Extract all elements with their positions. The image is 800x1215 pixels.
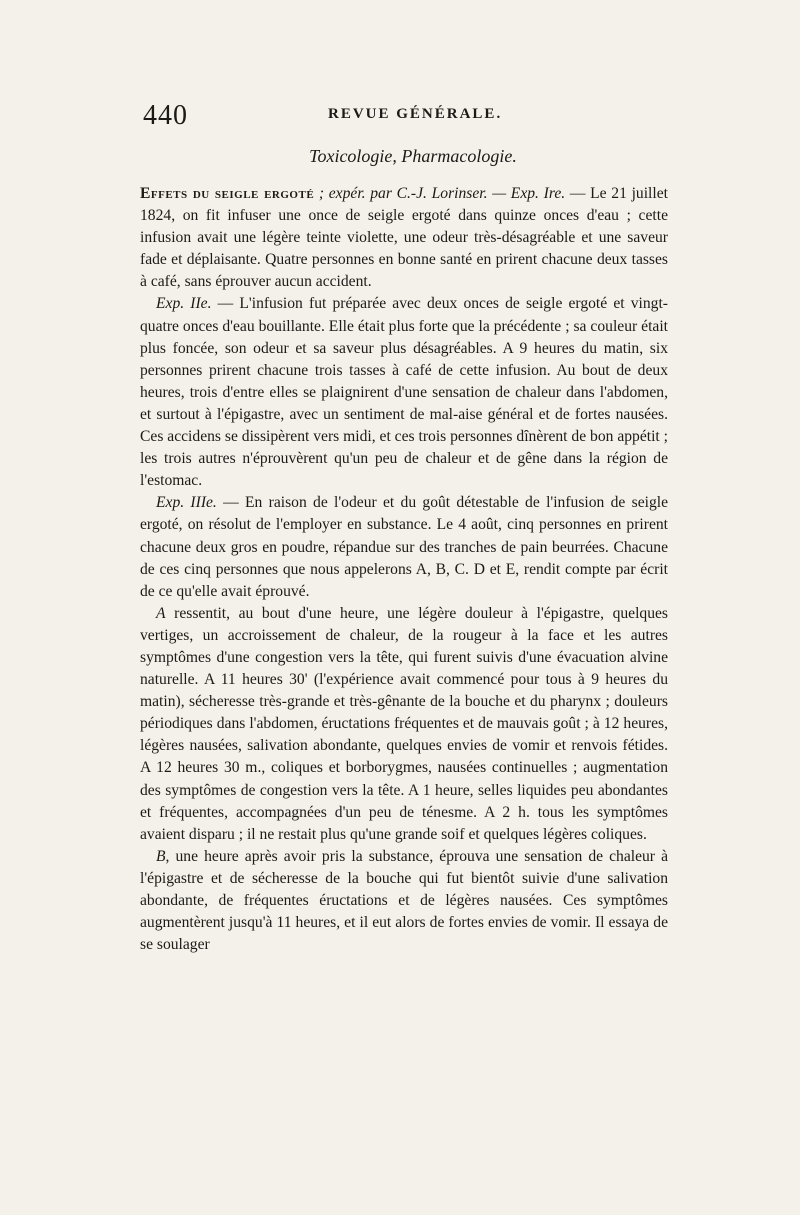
page-number: 440 [143,100,188,131]
article-body [140,183,668,956]
paragraph-exp3 [140,492,668,602]
article-heading: Effets du seigle ergoté [140,185,315,202]
exp2-label: Exp. IIe. [156,295,212,313]
running-title: REVUE GÉNÉRALE. [328,106,503,122]
paragraph-b-text: , une heure après avoir pris la substance, éprouva une sensation de chaleur à l'épigastre et de sécheresse de la bouche qui fut bientôt suivie d'une salivation abondante, de fréquentes éructations et de légères nausées. Ces symptômes augmentèrent jusqu'à 11 heures, et il eut alors de fortes envies de vomir. Il essaya de se soulager [140,847,668,954]
article-heading-rest: ; expér. par C.-J. Lorinser. — Exp. Ire. [318,185,566,202]
page-header [143,100,683,140]
paragraph-exp1 [140,183,668,293]
subject-a-label: A [156,604,166,622]
paragraph-exp2 [140,293,668,492]
paragraph-a [140,603,668,846]
paragraph-exp1-text: — Le 21 juillet 1824, on fit infuser une once de seigle ergoté dans quinze onces d'eau ; cette infusion avait une légère teinte violette, une odeur très-désagréable et une saveur fade et déplaisante. Quatre personnes en bonne santé en prirent chacune deux tasses à café, sans éprouver aucun accident. [140,185,668,291]
subject-b-label: B [156,847,166,865]
paragraph-a-text: ressentit, au bout d'une heure, une légère douleur à l'épigastre, quelques vertiges, un accroissement de chaleur, de la rougeur à la face et les autres symptômes d'une congestion vers la tête, qui furent suivis d'une évacuation alvine naturelle. A 11 heures 30' (l'expérience avait commencé pour tous à 9 heures du matin), sécheresse très-grande et très-gênante de la bouche et du pharynx ; douleurs périodiques dans l'abdomen, éructations fréquentes et de mauvais goût ; à 12 heures, légères nausées, salivation abondante, quelques envies de vomir et renvois fétides. A 12 heures 30 m., coliques et borborygmes, nausées continuelles ; augmentation des symptômes de congestion vers la tête. A 1 heure, selles liquides peu abondantes et fréquentes, accompagnées d'un peu de ténesme. A 2 h. tous les symptômes avaient disparu ; il ne restait plus qu'une grande soif et quelques légères coliques. [140,604,668,843]
exp3-label: Exp. IIIe. [156,494,217,512]
paragraph-exp3-text: — En raison de l'odeur et du goût détestable de l'infusion de seigle ergoté, on résolut de l'employer en substance. Le 4 août, cinq personnes en prirent chacune deux gros en poudre, répandue sur des tranches de pain beurrées. Chacune de ces cinq personnes que nous appelerons A, B, C. D et E, rendit compte par écrit de ce qu'elle avait éprouvé. [140,494,668,600]
paragraph-exp2-text: — L'infusion fut préparée avec deux onces de seigle ergoté et vingt-quatre onces d'eau bouillante. Elle était plus forte que la précédente ; sa couleur était plus foncée, son odeur et sa saveur plus désagréables. A 9 heures du matin, six personnes prirent chacune trois tasses à café de cette infusion. Au bout de deux heures, trois d'entre elles se plaignirent d'une sensation de chaleur dans l'abdomen, et surtout à l'épigastre, avec un sentiment de mal-aise général et de fortes nausées. Ces accidens se dissipèrent vers midi, et ces trois personnes dînèrent de bon appétit ; les trois autres n'éprouvèrent qu'un peu de chaleur et de gêne dans la région de l'estomac. [140,295,668,490]
section-title: Toxicologie, Pharmacologie. [309,146,517,166]
paragraph-b [140,846,668,956]
